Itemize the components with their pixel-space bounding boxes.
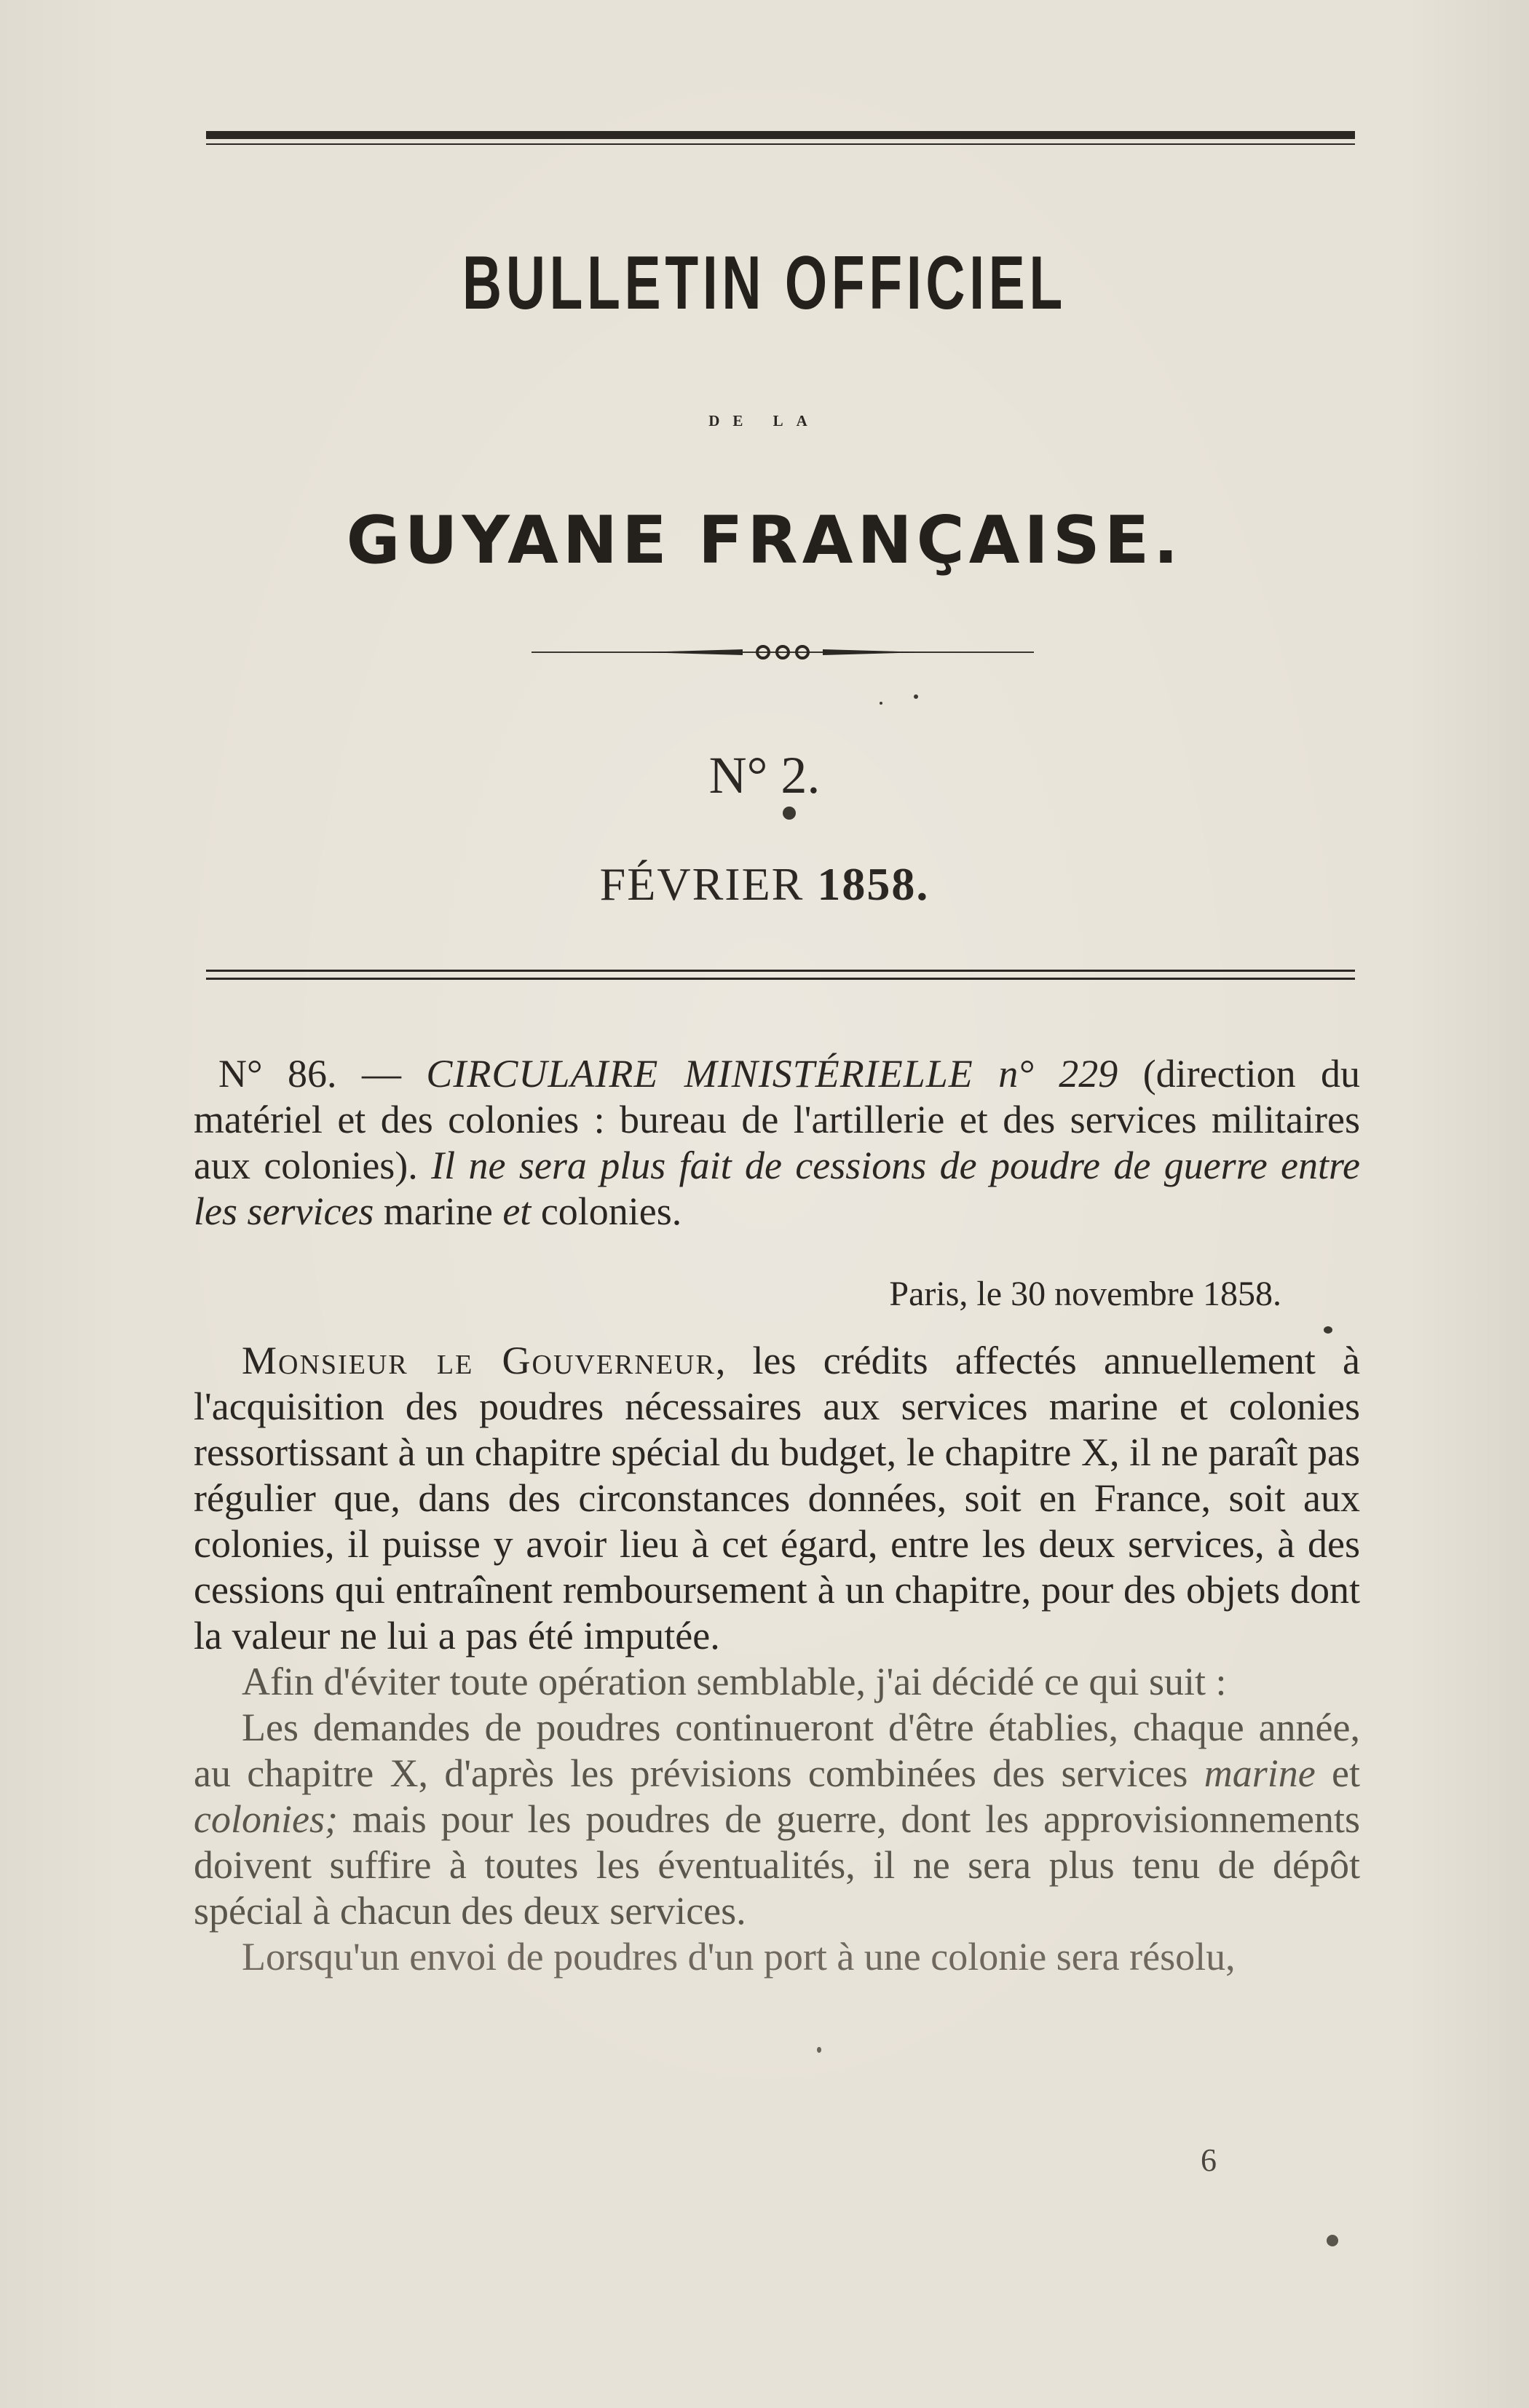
summary-colonies: colonies.: [540, 1189, 682, 1233]
ink-speck: [817, 2047, 821, 2053]
word-colonies: colonies;: [194, 1797, 338, 1841]
issue-month: FÉVRIER: [599, 858, 805, 910]
word-marine: marine: [1204, 1751, 1316, 1795]
body-text: [194, 1338, 1360, 1980]
word-et: et: [1332, 1751, 1361, 1795]
paragraph-3-end: mais pour les poudres de guerre, dont les approvisionnements doivent suffire à toutes les éventualités, il ne sera plus tenu de dépôt spécial à chacun des deux services.: [194, 1797, 1360, 1933]
page-folio: 6: [1201, 2142, 1217, 2178]
summary-marine: marine: [383, 1189, 493, 1233]
title-connector: DE LA: [708, 412, 821, 429]
entry-department: (direction du matériel et des colonies : bureau de l'artillerie et des services militaires aux colonies).: [194, 1052, 1361, 1187]
paragraph-2: Afin d'éviter toute opération semblable, j'ai décidé ce qui suit :: [242, 1660, 1227, 1703]
ornament-divider: [532, 641, 1034, 662]
issue-date: [0, 858, 1529, 911]
summary-et: et: [502, 1189, 532, 1233]
ink-speck: [1327, 2235, 1338, 2246]
paragraph-3: [194, 1705, 1360, 1934]
paragraph-3-start: Les demandes de poudres continueront d'être établies, chaque année, au chapitre X, d'après les prévisions combinées des services: [194, 1706, 1360, 1795]
paragraph-4: Lorsqu'un envoi de poudres d'un port à une colonie sera résolu,: [242, 1935, 1236, 1979]
issue-year: 1858.: [817, 858, 930, 910]
header-bottom-rule: [206, 970, 1355, 980]
salutation: Monsieur le Gouverneur: [242, 1339, 716, 1382]
ink-speck: [783, 807, 796, 820]
top-rule: [206, 131, 1355, 145]
entry-heading: [194, 1051, 1360, 1235]
region-title: GUYANE FRANÇAISE.: [346, 502, 1183, 579]
paragraph-1: [194, 1338, 1360, 1659]
bulletin-title: BULLETIN OFFICIEL: [462, 241, 1067, 325]
issue-number: N° 2.: [708, 746, 821, 804]
entry-summary: Il ne sera plus fait de cessions de poudre de guerre entre les services: [194, 1144, 1360, 1233]
ink-speck: [914, 694, 918, 699]
entry-ref: n° 229: [998, 1052, 1118, 1096]
paragraph-1-text: , les crédits affectés annuellement à l'acquisition des poudres nécessaires aux services marine et colonies ressortissant à un chapitre spécial du budget, le chapitre X, il ne paraît pas régulier que, dans des circonstances données, soit en France, soit aux colonies, il puisse y avoir lieu à cet égard, entre les deux services, à des cessions qui entraînent remboursement à un chapitre, pour des objets dont la valeur ne lui a pas été imputée.: [194, 1339, 1361, 1658]
ink-speck: [880, 702, 882, 705]
entry-title: CIRCULAIRE MINISTÉRIELLE: [426, 1052, 973, 1096]
place-date: Paris, le 30 novembre 1858.: [889, 1275, 1281, 1313]
ink-speck: [1324, 1326, 1332, 1334]
entry-number: N° 86. —: [218, 1052, 401, 1096]
